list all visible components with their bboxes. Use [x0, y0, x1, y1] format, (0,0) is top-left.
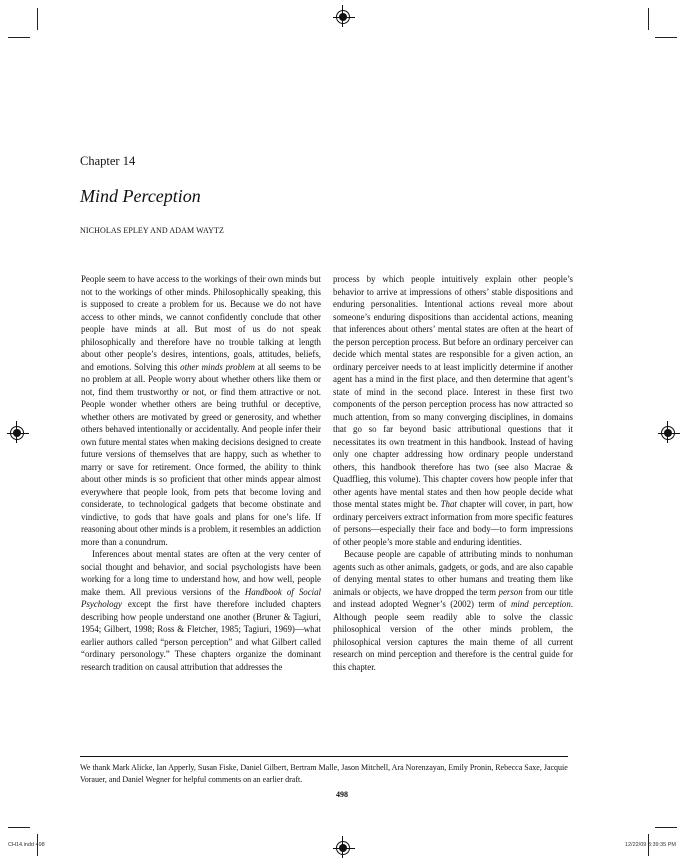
registration-mark-icon [336, 841, 350, 855]
body-column-right [333, 273, 573, 674]
chapter-label: Chapter 14 [80, 154, 136, 168]
registration-mark-line [16, 421, 17, 443]
crop-mark [655, 827, 677, 828]
body-column-left [81, 273, 321, 674]
registration-mark-icon [336, 10, 350, 24]
page-number: 498 [336, 790, 348, 799]
paragraph: Inferences about mental states are often at the very center of social thought and behavior, and social psychologists have been working for a long time to understand how, and how well, people make them. All previous versions of the Handbook of Social Psychology except the first have therefore included chapters describing how people understand one another (Bruner & Tagiuri, 1954; Gilbert, 1998; Ross & Fletcher, 1985; Tagiuri, 1969)—what earlier authors called “person perception” and what Gilbert called “ordinary personology.” These chapters organize the dominant research tradition on causal attribution that addresses the [81, 549, 322, 672]
registration-mark-line [342, 5, 343, 27]
crop-mark [648, 8, 649, 30]
crop-mark [8, 827, 30, 828]
footnote-rule [80, 756, 568, 757]
registration-mark-line [667, 421, 668, 443]
timestamp-slug: 12/22/09 3:39:35 PM [624, 842, 676, 848]
paragraph: process by which people intuitively explain other people’s behavior to arrive at impressions of others’ stable dispositions and enduring personalities. Intentional actions reveal more about someone’s enduring dispositions than accidental actions, meaning that inferences about others’ mental states are often at the heart of the person perception process. But before an ordinary perceiver can decide which mental states are responsible for a given action, an ordinary perceiver needs to at least implicitly determine if another agent has a mind in the first place, and then determine that agent’s state of mind in the second place. Interest in these first two components of the person perception process has now attracted so much attention, from so many converging disciplines, in domains that go so far beyond basic attributional questions that it necessitates its own treatment in this handbook. Instead of having only one chapter addressing how ordinary people understand others, this handbook therefore has two (see also Macrae & Quadflieg, this volume). This chapter covers how people infer that other agents have mental states and then how people decide what those mental states might be. That chapter will cover, in part, how ordinary perceivers extract information from more specific features of persons—especially their face and body—to form impressions of other people’s more stable and enduring identities. [333, 274, 574, 547]
crop-mark [8, 37, 30, 38]
chapter-title: Mind Perception [80, 186, 201, 206]
registration-mark-line [342, 836, 343, 858]
acknowledgment-footnote: We thank Mark Alicke, Ian Apperly, Susan Fiske, Daniel Gilbert, Bertram Malle, Jason Mitchell, Ara Norenzayan, Emily Pronin, Rebecca Saxe, Jacquie Vorauer, and Daniel Wegner for helpful comments on an earlier draft. [80, 763, 568, 784]
crop-mark [655, 37, 677, 38]
author-names: NICHOLAS EPLEY AND ADAM WAYTZ [80, 226, 224, 235]
registration-mark-icon [10, 426, 24, 440]
file-slug: CH14.indd 498 [8, 842, 45, 848]
registration-mark-icon [661, 426, 675, 440]
paragraph: Because people are capable of attributing minds to nonhuman agents such as other animals, gadgets, or gods, and are also capable of denying mental states to other humans and treating them like animals or objects, we have dropped the term person from our title and instead adopted Wegner’s (2002) term of mind perception. Although people seem readily able to solve the classic philosophical version of the other minds problem, the philosophical version captures the main theme of all current research on mind perception and therefore is the central guide for this chapter. [333, 549, 574, 672]
paragraph: People seem to have access to the workings of their own minds but not to the workings of other minds. Philosophically speaking, this is supposed to create a problem for us. Because we do not have access to other minds, we cannot confidently conclude that other people have minds at all. But most of us do not speak philosophically and therefore have no trouble talking at length about other people’s desires, intentions, goals, attitudes, beliefs, and emotions. Solving this other minds problem at all seems to be no problem at all. People worry about whether others like them or not, find them trustworthy or not, or find them attractive or not. People wonder whether others are being truthful or deceptive, whether others are motivated by greed or generosity, and whether others behaved intentionally or accidentally. And people infer their own future mental states when making decisions designed to create future versions of themselves that are happy, such as whether to marry or save for retirement. Once formed, the ability to think about other minds is so proficient that other minds appear almost everywhere that people look, from pets that become loving and considerate, to technological gadgets that become obstinate and vindictive, to gods that have goals and plans for one’s life. If reasoning about other minds is a problem, it resembles an addiction more than a conundrum. [81, 274, 321, 547]
crop-mark [37, 8, 38, 30]
